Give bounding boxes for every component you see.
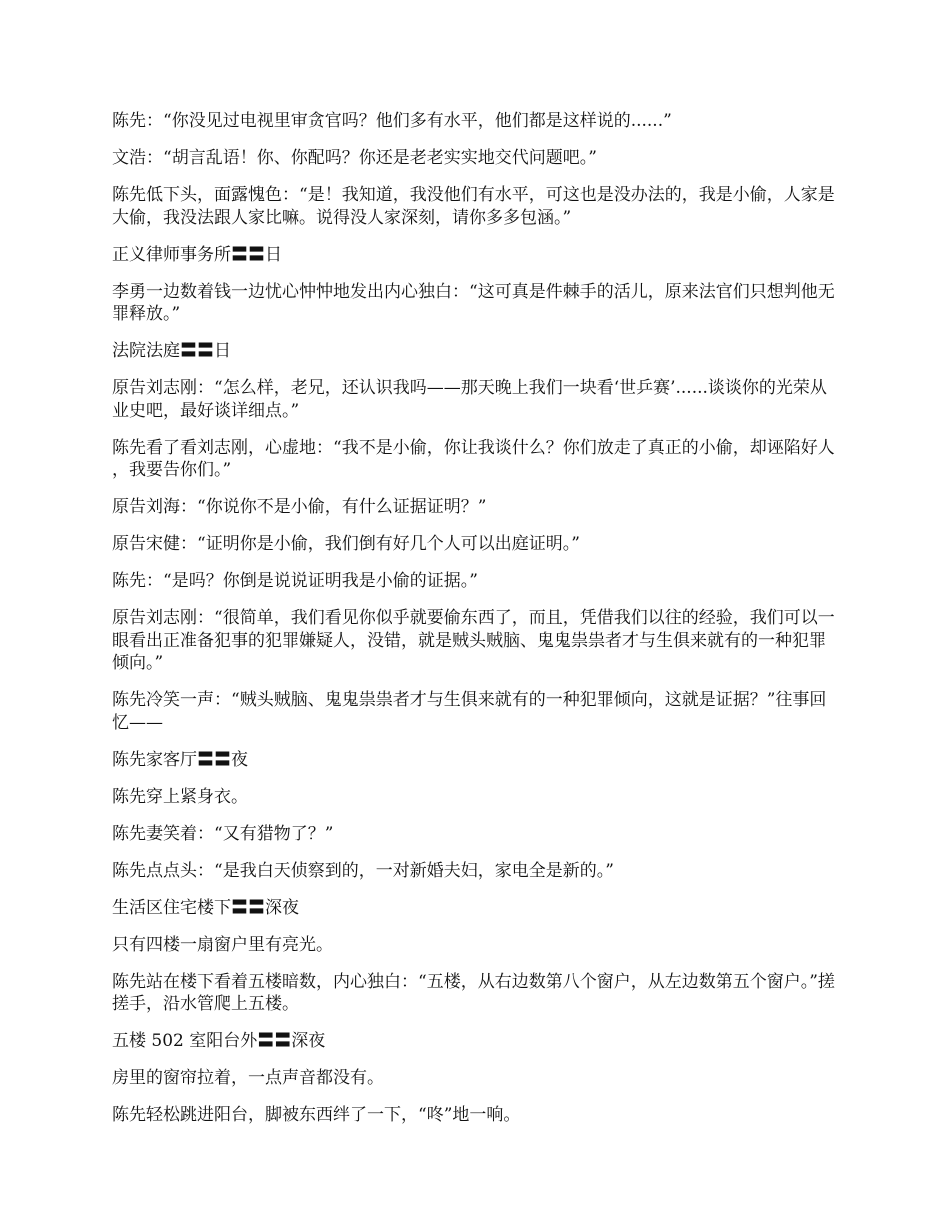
- paragraph: 陈先轻松跳进阳台，脚被东西绊了一下，“咚”地一响。: [112, 1105, 521, 1125]
- scene-heading: 正义律师事务所〓〓日: [112, 244, 282, 265]
- paragraph: 陈先低下头，面露愧色：“是！我知道，我没他们有水平，可这也是没办法的，我是小偷，人家是大偷，我没法跟人家比嘛。说得没人家深刻，请你多多包涵。”: [112, 185, 835, 228]
- paragraph: 李勇一边数着钱一边忧心忡忡地发出内心独白：“这可真是件棘手的活儿，原来法官们只想判他无罪释放。”: [112, 281, 835, 324]
- paragraph: 原告刘志刚：“很简单，我们看见你似乎就要偷东西了，而且，凭借我们以往的经验，我们可以一眼看出正准备犯事的犯罪嫌疑人，没错，就是贼头贼脑、鬼鬼祟祟者才与生俱来就有的一种犯罪倾向。”: [112, 608, 835, 673]
- paragraph: 原告刘志刚：“怎么样，老兄，还认识我吗——那天晚上我们一块看‘世乒赛’......谈谈你的光荣从业史吧，最好谈详细点。”: [112, 378, 827, 421]
- scene-heading: 五楼 502 室阳台外〓〓深夜: [112, 1031, 326, 1051]
- scene-heading: 生活区住宅楼下〓〓深夜: [112, 897, 299, 918]
- paragraph: 房里的窗帘拉着，一点声音都没有。: [112, 1068, 384, 1088]
- paragraph: 陈先站在楼下看着五楼暗数，内心独白：“五楼，从右边数第八个窗户，从左边数第五个窗户。”搓搓手，沿水管爬上五楼。: [112, 971, 835, 1014]
- paragraph: 陈先：“是吗？你倒是说说证明我是小偷的证据。”: [112, 571, 478, 591]
- paragraph: 陈先穿上紧身衣。: [112, 786, 248, 807]
- paragraph: 文浩：“胡言乱语！你、你配吗？你还是老老实实地交代问题吧。”: [112, 148, 597, 168]
- scene-heading: 陈先家客厅〓〓夜: [112, 749, 248, 770]
- document-body: [112, 110, 842, 1141]
- paragraph: 陈先冷笑一声：“贼头贼脑、鬼鬼祟祟者才与生俱来就有的一种犯罪倾向，这就是证据？”往事回忆——: [112, 690, 827, 733]
- paragraph: 陈先：“你没见过电视里审贪官吗？他们多有水平，他们都是这样说的......”: [112, 111, 672, 131]
- paragraph: 原告刘海：“你说你不是小偷，有什么证据证明？”: [112, 497, 487, 517]
- paragraph: 原告宋健：“证明你是小偷，我们倒有好几个人可以出庭证明。”: [112, 534, 580, 554]
- scene-heading: 法院法庭〓〓日: [112, 341, 231, 361]
- paragraph: 陈先妻笑着：“又有猎物了？”: [112, 823, 334, 844]
- paragraph: 只有四楼一扇窗户里有亮光。: [112, 934, 333, 955]
- paragraph: 陈先点点头：“是我白天侦察到的，一对新婚夫妇，家电全是新的。”: [112, 860, 614, 881]
- paragraph: 陈先看了看刘志刚，心虚地：“我不是小偷，你让我谈什么？你们放走了真正的小偷，却诬陷好人，我要告你们。”: [112, 437, 835, 480]
